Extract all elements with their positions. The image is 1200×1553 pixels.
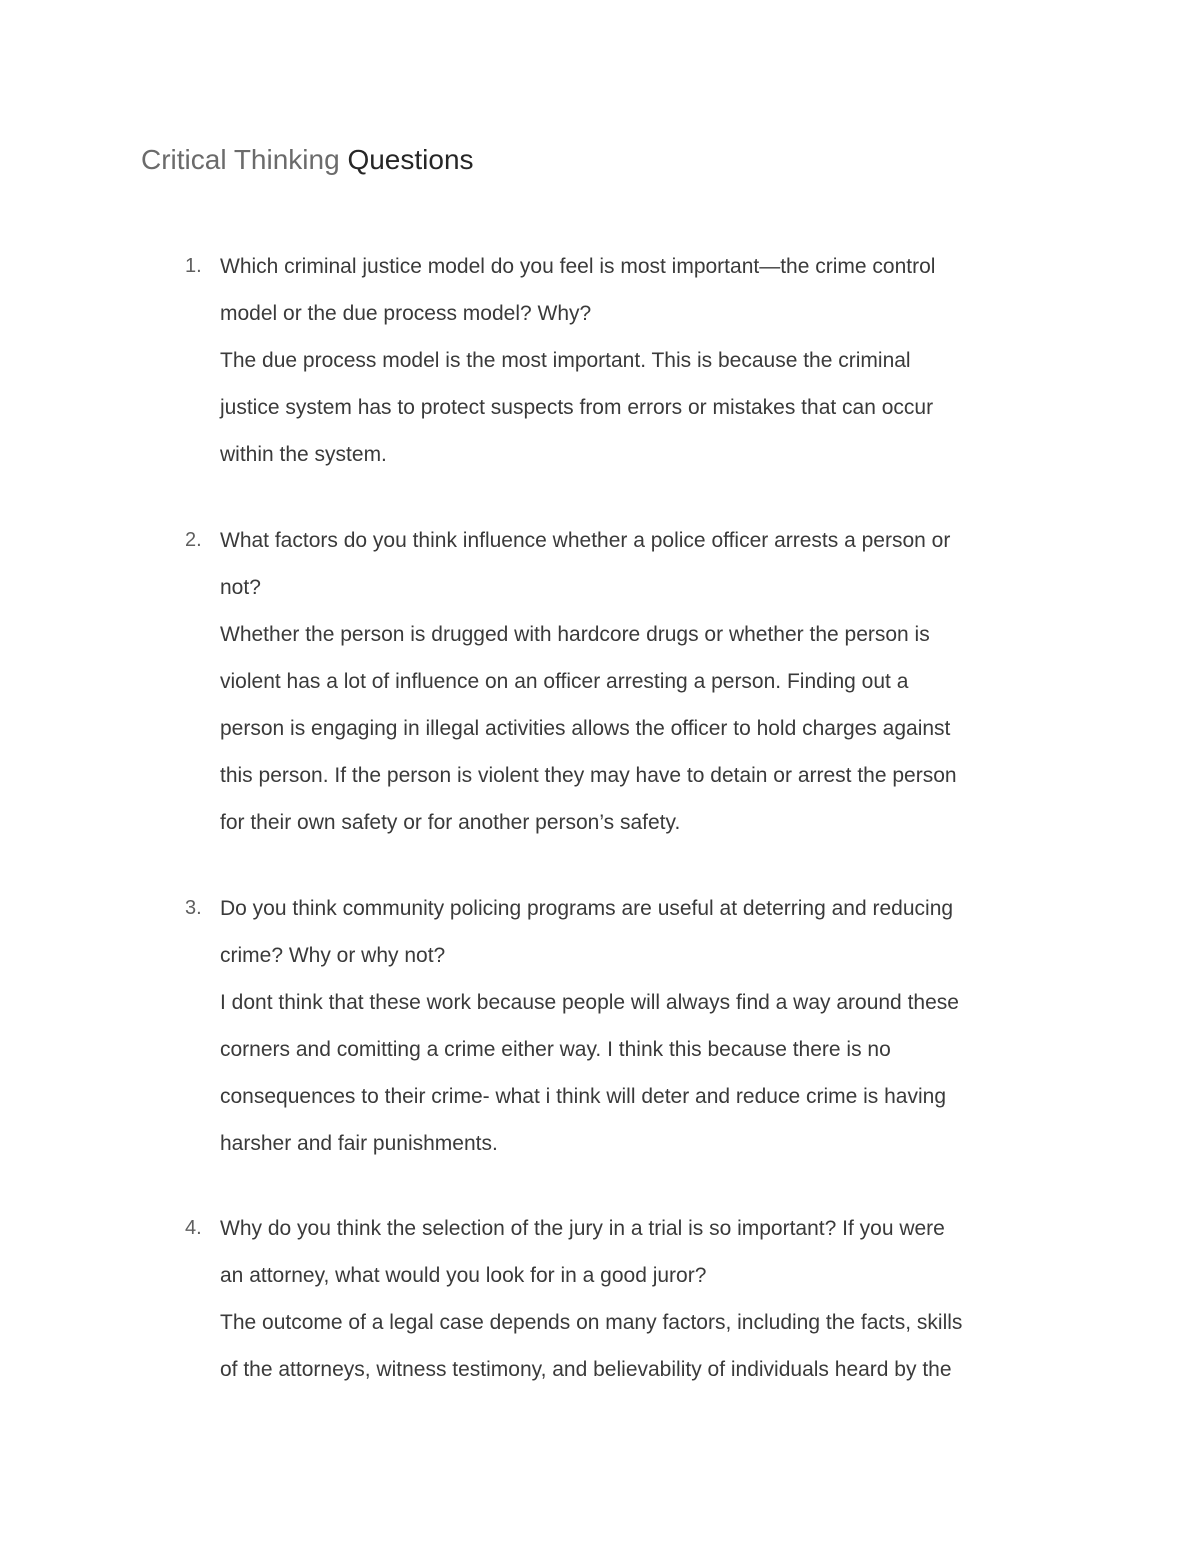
answer-line: harsher and fair punishments. bbox=[220, 1132, 498, 1155]
question-number: 4. bbox=[185, 1217, 202, 1239]
answer-line: The outcome of a legal case depends on many factors, including the facts, skills bbox=[220, 1311, 963, 1334]
question-text bbox=[220, 1205, 1060, 1393]
answer-line: justice system has to protect suspects from errors or mistakes that can occur bbox=[220, 396, 934, 419]
question-number: 2. bbox=[185, 529, 202, 551]
answer-line: this person. If the person is violent they may have to detain or arrest the person bbox=[220, 764, 957, 787]
title-part-1: Critical Thinking bbox=[141, 144, 340, 175]
answer-line: The due process model is the most important. This is because the criminal bbox=[220, 349, 911, 372]
question-line: model or the due process model? Why? bbox=[220, 302, 592, 325]
question-line: What factors do you think influence whether a police officer arrests a person or bbox=[220, 529, 951, 552]
question-text bbox=[220, 243, 1060, 478]
answer-line: corners and comitting a crime either way. I think this because there is no bbox=[220, 1038, 891, 1061]
answer-line: within the system. bbox=[220, 443, 387, 466]
question-line: Do you think community policing programs are useful at deterring and reducing bbox=[220, 897, 954, 920]
title-part-2: Questions bbox=[347, 144, 474, 175]
question-line: crime? Why or why not? bbox=[220, 944, 446, 967]
question-text bbox=[220, 517, 1060, 846]
answer-line: I dont think that these work because people will always find a way around these bbox=[220, 991, 959, 1014]
answer-line: violent has a lot of influence on an officer arresting a person. Finding out a bbox=[220, 670, 909, 693]
question-line: Which criminal justice model do you feel is most important—the crime control bbox=[220, 255, 936, 278]
answer-line: consequences to their crime- what i think will deter and reduce crime is having bbox=[220, 1085, 947, 1108]
question-number: 1. bbox=[185, 255, 202, 277]
page-title bbox=[141, 140, 474, 180]
answer-line: of the attorneys, witness testimony, and believability of individuals heard by the bbox=[220, 1358, 952, 1381]
answer-line: for their own safety or for another person’s safety. bbox=[220, 811, 681, 834]
question-text bbox=[220, 885, 1060, 1167]
question-line: Why do you think the selection of the jury in a trial is so important? If you were bbox=[220, 1217, 945, 1240]
answer-line: person is engaging in illegal activities allows the officer to hold charges against bbox=[220, 717, 951, 740]
question-number: 3. bbox=[185, 897, 202, 919]
answer-line: Whether the person is drugged with hardcore drugs or whether the person is bbox=[220, 623, 930, 646]
question-line: not? bbox=[220, 576, 261, 599]
question-line: an attorney, what would you look for in a good juror? bbox=[220, 1264, 707, 1287]
